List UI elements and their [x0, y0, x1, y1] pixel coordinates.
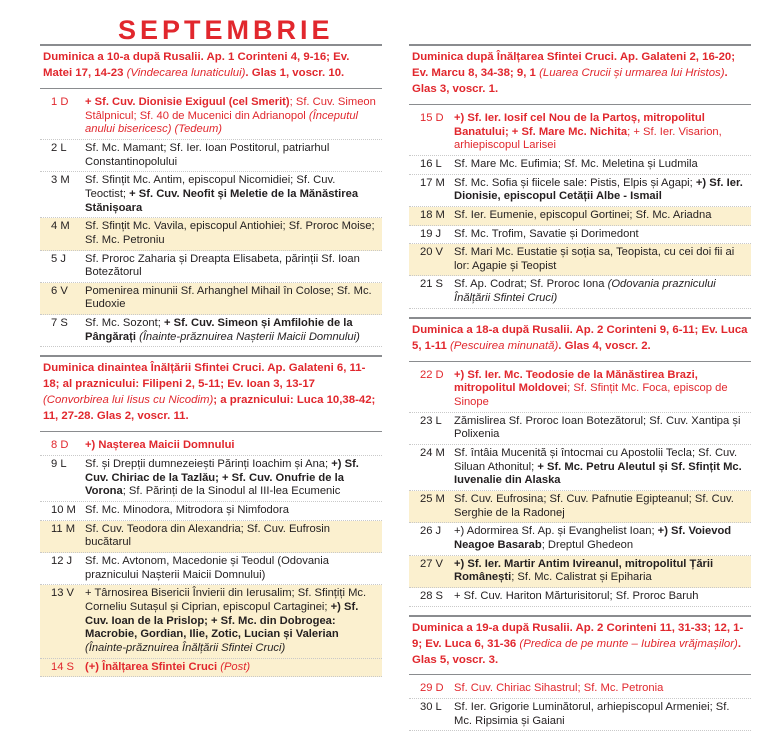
day-label: 4 M: [51, 220, 70, 233]
day-row: [40, 659, 382, 678]
saints-text: [454, 278, 748, 305]
saints-text: [85, 458, 379, 499]
day-row: [40, 553, 382, 585]
saint-name: + Sf. Mc. Petru Aleutul și Sf. Sfințit Mc. Iuvenalie din Alaska: [454, 460, 742, 487]
saint-name: (Odovania praznicului Înălțării Sfintei Cruci): [454, 278, 716, 305]
day-row: [40, 456, 382, 502]
saints-text: [454, 158, 748, 172]
day-label: 24 M: [420, 447, 445, 459]
saints-text: [454, 112, 748, 153]
calendar-column-right: [409, 44, 751, 731]
day-row: [40, 218, 382, 250]
day-label: 13 V: [51, 587, 75, 600]
reading-text: . Glas 3, voscr. 1.: [412, 66, 728, 95]
saints-text: [454, 447, 748, 488]
day-label: 2 L: [51, 141, 67, 154]
day-label: 21 S: [420, 278, 444, 291]
saint-name: (Începutul anului bisericesc) (Tedeum): [85, 109, 359, 136]
saint-name: Sf. Sfințit Mc. Antim, episcopul Nicomidiei; Sf. Cuv. Teoctist;: [85, 174, 336, 200]
saints-text: [454, 493, 748, 520]
day-row: [409, 244, 751, 276]
saint-name: Sf. Ier. Grigorie Luminătorul, arhiepiscopul Armeniei; Sf. Mc. Ripsimia și Gaiani: [454, 701, 730, 727]
reading-text: . Glas 5, voscr. 3.: [412, 637, 742, 666]
reading-text: Duminica a 10-a după Rusalii. Ap. 1 Corinteni 4, 9-16; Ev. Matei 17, 14-23: [43, 51, 350, 79]
day-label: 8 D: [51, 439, 69, 452]
day-label: 11 M: [51, 522, 76, 535]
saints-text: [85, 661, 379, 675]
day-label: 5 J: [51, 252, 66, 265]
day-row: [40, 251, 382, 283]
day-label: 15 D: [420, 111, 444, 124]
saint-name: Zămislirea Sf. Proroc Ioan Botezătorul; Sf. Cuv. Xantipa și Polixenia: [454, 414, 741, 441]
saint-name: +) Sf. Voievod Neagoe Basarab: [454, 525, 732, 551]
saint-name: + Sf. Cuv. Hariton Mărturisitorul; Sf. Proroc Baruh: [454, 589, 699, 602]
day-label: 6 V: [51, 284, 68, 297]
saint-name: +) Sf. Cuv. Ioan de la Prislop; + Sf. Mc. din Dobrogea: Macrobie, Gordian, Ilie, Zotic, Lucian și Valerian: [85, 600, 359, 641]
day-row: [409, 276, 751, 308]
day-label: 18 M: [420, 208, 445, 221]
day-label: 23 L: [420, 414, 442, 427]
saints-text: [454, 558, 748, 585]
saints-text: [85, 317, 379, 344]
day-row: [40, 521, 382, 553]
saint-name: Sf. Mc. Mamant; Sf. Ier. Ioan Postitorul, patriarhul Constantinopolului: [85, 141, 330, 168]
day-label: 1 D: [51, 95, 69, 108]
saints-text: [85, 174, 379, 215]
reading-text: Duminica a 19-a după Rusalii. Ap. 2 Corinteni 11, 31-33; 12, 1-9; Ev. Luca 6, 31-36: [412, 621, 744, 650]
day-row: [409, 680, 751, 699]
reading-text: (Predica de pe munte – Iubirea vrăjmașilor): [519, 637, 738, 650]
saints-text: [85, 142, 379, 169]
day-row: [40, 585, 382, 658]
day-label: 26 J: [420, 525, 442, 538]
day-row: [40, 502, 382, 521]
day-row: [409, 367, 751, 413]
day-row: [40, 172, 382, 218]
day-label: 16 L: [420, 157, 442, 170]
reading-text: Duminica dinaintea Înălțării Sfintei Cruci. Ap. Galateni 6, 11-18; al praznicului: Filipeni 2, 5-11; Ev. Ioan 3, 13-17: [43, 362, 366, 391]
saints-text: [454, 369, 748, 410]
day-row: [409, 110, 751, 156]
day-label: 30 L: [420, 701, 442, 714]
month-title: SEPTEMBRIE: [118, 15, 334, 45]
saint-name: Sf. Cuv. Teodora din Alexandria; Sf. Cuv. Eufrosin bucătarul: [85, 522, 331, 549]
day-label: 9 L: [51, 457, 67, 470]
day-label: 7 S: [51, 317, 68, 330]
saints-text: [454, 228, 748, 242]
saint-name: Sf. Mari Mc. Eustatie și soția sa, Teopista, cu cei doi fii ai lor: Agapie și Teopist: [454, 246, 735, 272]
day-row: [409, 413, 751, 445]
saint-name: Sf. Sfințit Mc. Vavila, episcopul Antiohiei; Sf. Proroc Moise; Sf. Mc. Petroniu: [85, 220, 375, 246]
reading-text: ; a praznicului: Luca 10,38-42; 11, 27-28. Glas 2, voscr. 11.: [43, 394, 376, 423]
saint-name: Sf. Ier. Eumenie, episcopul Gortinei; Sf. Mc. Ariadna: [454, 208, 712, 221]
calendar-column-left: [40, 44, 382, 677]
reading-text: (Pescuirea minunată): [450, 339, 559, 352]
saint-name: Sf. Mc. Minodora, Mitrodora și Nimfodora: [85, 503, 289, 516]
day-row: [409, 445, 751, 491]
saints-text: [85, 523, 379, 550]
day-row: [409, 175, 751, 207]
saints-text: [454, 415, 748, 442]
saint-name: Sf. Proroc Zaharia și Dreapta Elisabeta, părinții Sf. Ioan Botezătorul: [85, 252, 360, 279]
saints-text: [454, 246, 748, 273]
sunday-reading-header: [409, 317, 751, 362]
day-row: [409, 699, 751, 731]
saint-name: Sf. Mc. Sofia și fiicele sale: Pistis, Elpis și Agapi;: [454, 176, 696, 189]
saints-text: [85, 587, 379, 655]
day-row: [409, 588, 751, 607]
day-label: 14 S: [51, 660, 75, 673]
saint-name: (Înainte-prăznuirea Nașterii Maicii Domnului): [139, 330, 360, 343]
saint-name: ; Dreptul Ghedeon: [541, 538, 634, 551]
reading-text: . Glas 4, voscr. 2.: [558, 339, 651, 352]
saints-text: [454, 682, 748, 696]
saint-name: +) Sf. Ier. Martir Antim Ivireanul, mitropolitul Țării Românești: [454, 557, 714, 584]
saints-text: [454, 525, 748, 552]
reading-text: (Luarea Crucii și urmarea lui Hristos): [539, 66, 725, 79]
saint-name: Sf. Cuv. Chiriac Sihastrul; Sf. Mc. Petronia: [454, 682, 664, 695]
day-row: [409, 491, 751, 523]
saint-name: (Post): [220, 660, 251, 673]
saint-name: +) Sf. Ier. Mc. Teodosie de la Mănăstirea Brazi, mitropolitul Moldovei: [454, 368, 698, 395]
day-label: 3 M: [51, 174, 70, 187]
saints-text: [454, 209, 748, 223]
saint-name: +) Sf. Ier. Iosif cel Nou de la Partoș, mitropolitul Banatului; + Sf. Mare Mc. Nichita: [454, 111, 705, 138]
saint-name: ; + Sf. Ier. Visarion, arhiepiscopul Larisei: [454, 125, 722, 152]
day-label: 12 J: [51, 554, 73, 567]
saints-text: [454, 177, 748, 204]
saint-name: +) Sf. Cuv. Chiriac de la Tazlău; + Sf. Cuv. Onufrie de la Vorona: [85, 457, 359, 498]
day-label: 27 V: [420, 557, 444, 570]
reading-text: (Convorbirea lui Iisus cu Nicodim): [43, 394, 214, 407]
sunday-reading-header: [40, 355, 382, 432]
day-label: 29 D: [420, 682, 444, 695]
saint-name: + Sf. Cuv. Dionisie Exiguul (cel Smerit): [85, 95, 290, 108]
day-row: [409, 156, 751, 175]
sunday-reading-header: [40, 44, 382, 89]
saints-text: [85, 220, 379, 247]
saints-text: [454, 590, 748, 604]
saint-name: ; Sf. Cuv. Simeon Stâlpnicul; Sf. 40 de Mucenici din Adrianopol: [85, 95, 376, 122]
day-row: [40, 94, 382, 140]
saint-name: Sf. Mare Mc. Eufimia; Sf. Mc. Meletina și Ludmila: [454, 157, 698, 170]
day-row: [40, 437, 382, 456]
day-label: 17 M: [420, 176, 445, 189]
saint-name: + Sf. Cuv. Simeon și Amfilohie de la Pângărați: [85, 317, 353, 343]
day-row: [40, 315, 382, 347]
saint-name: +) Adormirea Sf. Ap. și Evanghelist Ioan;: [454, 525, 658, 538]
day-label: 22 D: [420, 368, 444, 381]
saint-name: Sf. Mc. Sozont;: [85, 317, 164, 330]
saint-name: Sf. Cuv. Eufrosina; Sf. Cuv. Pafnutie Egipteanul; Sf. Cuv. Serghie de la Radonej: [454, 492, 734, 519]
saint-name: Sf. Ap. Codrat; Sf. Proroc Iona: [454, 278, 608, 291]
saints-text: [85, 96, 379, 137]
section-gap: [40, 347, 382, 355]
saints-text: [85, 504, 379, 518]
saints-text: [85, 439, 379, 453]
sunday-reading-header: [409, 615, 751, 676]
sunday-reading-header: [409, 44, 751, 105]
saint-name: ; Sf. Mc. Calistrat și Epiharia: [511, 571, 652, 584]
reading-text: Duminica după Înălțarea Sfintei Cruci. Ap. Galateni 2, 16-20; Ev. Marcu 8, 34-38; 9, 1: [412, 51, 736, 79]
day-label: 25 M: [420, 492, 445, 505]
reading-text: (Vindecarea lunaticului): [126, 66, 246, 79]
saint-name: +) Sf. Ier. Dionisie, episcopul Cetății Albe - Ismail: [454, 176, 743, 203]
saint-name: + Sf. Cuv. Neofit și Meletie de la Mănăstirea Stănișoara: [85, 187, 359, 214]
day-row: [409, 523, 751, 555]
saint-name: Pomenirea minunii Sf. Arhanghel Mihail în Colose; Sf. Mc. Eudoxie: [85, 284, 372, 311]
saint-name: Sf. și Drepții dumnezeiești Părinți Ioachim și Ana;: [85, 457, 332, 470]
saints-text: [85, 285, 379, 312]
day-row: [409, 226, 751, 245]
day-row: [409, 207, 751, 226]
saint-name: Sf. Mc. Trofim, Savatie și Dorimedont: [454, 227, 639, 240]
day-label: 28 S: [420, 589, 444, 602]
section-gap: [409, 309, 751, 317]
reading-text: Duminica a 18-a după Rusalii. Ap. 2 Corinteni 9, 6-11; Ev. Luca 5, 1-11: [412, 323, 748, 352]
saint-name: ; Sf. Sfințit Mc. Foca, episcop de Sinope: [454, 382, 728, 409]
reading-text: . Glas 1, voscr. 10.: [245, 66, 345, 79]
day-row: [40, 140, 382, 172]
saints-text: [85, 253, 379, 280]
day-label: 10 M: [51, 503, 76, 516]
saints-text: [85, 555, 379, 582]
saint-name: Sf. Mc. Avtonom, Macedonie și Teodul (Odovania praznicului Nașterii Maicii Domnului): [85, 554, 329, 581]
saint-name: ; Sf. Părinți de la Sinodul al III-lea Ecumenic: [122, 485, 341, 498]
saint-name: + Târnosirea Bisericii Învierii din Ierusalim; Sf. Sfințiți Mc. Corneliu Sutașul și Ciprian, episcopul Cartaginei;: [85, 587, 367, 613]
saint-name: (Înainte-prăznuirea Înălțării Sfintei Cruci): [85, 641, 286, 654]
saint-name: Sf. întâia Mucenită și întocmai cu Apostolii Tecla; Sf. Cuv. Siluan Athonitul;: [454, 447, 738, 473]
day-row: [40, 283, 382, 315]
saints-text: [454, 701, 748, 728]
day-row: [409, 556, 751, 588]
section-gap: [409, 607, 751, 615]
day-label: 20 V: [420, 246, 444, 259]
saint-name: (+) Înălțarea Sfintei Cruci: [85, 660, 221, 673]
saint-name: +) Nașterea Maicii Domnului: [85, 439, 235, 452]
day-label: 19 J: [420, 227, 442, 240]
